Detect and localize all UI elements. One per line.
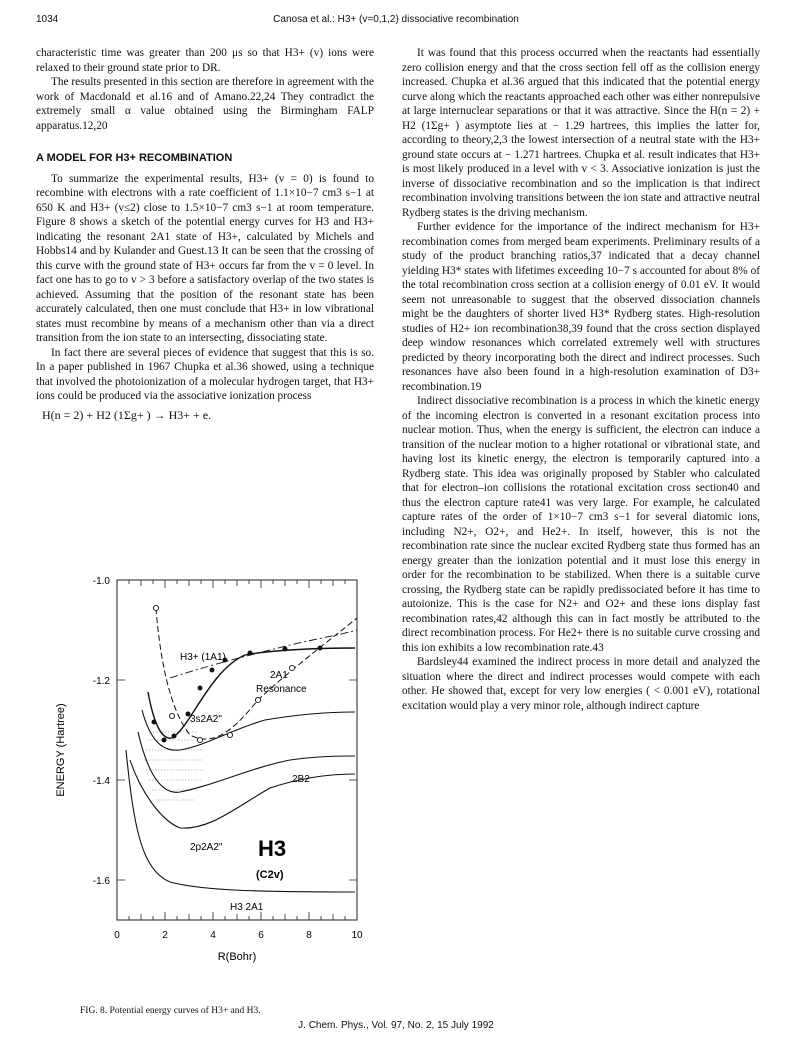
vibrational-levels <box>144 732 204 800</box>
page-number: 1034 <box>36 14 59 25</box>
paragraph: The results presented in this section are therefore in agreement with the work of Macdonald et al.16 and of Amano.22,24 They contradict the extremely small α value obtained using the Birmingham FALP apparatus.12,20 <box>36 76 374 132</box>
2b2-label: 2B2 <box>292 774 310 785</box>
section-heading: A MODEL FOR H3+ RECOMBINATION <box>36 152 233 164</box>
resonance-label: Resonance <box>256 684 307 695</box>
y-tick-label: -1.6 <box>92 876 110 887</box>
running-title: Canosa et al.: H3+ (v=0,1,2) dissociative recombination <box>273 14 519 25</box>
y-tick-label: -1.2 <box>92 676 110 687</box>
paragraph: characteristic time was greater than 200 μs so that H3+ (v) ions were relaxed to their ground state prior to DR. <box>36 47 374 74</box>
x-axis-label: R(Bohr) <box>217 951 257 963</box>
x-tick-label: 8 <box>306 930 312 941</box>
2p-curve <box>130 760 355 828</box>
paragraph: Bardsley44 examined the indirect process in more detail and analyzed the situation where the direct and indirect processes would compete with each other. He showed that, except for very low energies ( < 0.001 eV), rotational excitation would play a very minor role, although indirect capture <box>402 656 760 712</box>
y-tick-label: -1.0 <box>92 576 110 587</box>
paragraph: To summarize the experimental results, H3+ (v = 0) is found to recombine with electrons with a rate coefficient of 1.1×10−7 cm3 s−1 at 650 K and H3+ (v≤2) close to 1.5×10−7 cm3 s−1 at room temperature. Figure 8 shows a sketch of the potential energy curves for H3 and H3+ indicating the resonant 2A1 state of H3+, calculated by Michels and Hobbs14 and by Kulander and Guest.13 It can be seen that the crossing of this curve with the ground state of H3+ occurs far from the v = 0 level. In fact one has to go to v > 3 before a satisfactory overlap of the two states is achieved. Assuming that the position of the resonant state has been accurately calculated, then one must conclude that H3+ in low vibrational states must recombine by means of a mechanism other than via a direct transition from the ion state to an intersecting, dissociating state. <box>36 172 374 344</box>
right-column <box>402 46 760 713</box>
x-tick-label: 0 <box>114 930 120 941</box>
y-axis-label: ENERGY (Hartree) <box>55 703 67 797</box>
equation: H(n = 2) + H2 (1Σg+ ) → H3+ + e. <box>42 407 212 422</box>
2p-label: 2p2A2" <box>190 842 223 853</box>
page-header <box>36 14 756 30</box>
3s-label: 3s2A2" <box>190 714 222 725</box>
left-column <box>36 46 374 422</box>
paragraph: It was found that this process occurred when the reactants had essentially zero collision energy and that the cross section fell off as the collision energy increased. Chupka et al.36 argued that this indicated that the potential energy curve along which the reactants approached each other was either nonrepulsive at large internuclear separations or that it was attractive. Since the H(n = 2) + H2 (1Σg+ ) asymptote lies at − 1.29 hartrees, this implies the latter for, according to theory,2,3 the lowest intersection of a neutral state with the H3+ ground state occurs at − 1.271 hartrees. Chupka et al. result indicates that H3+ is most likely produced in a level with v < 3. Associative ionization is just the inverse of dissociative recombination and so the implication is that indirect recombination involving transitions between the ion state and attractive neutral Rydberg states is the driving mechanism. <box>402 47 760 219</box>
potential-energy-figure <box>30 560 380 1030</box>
x-tick-label: 6 <box>258 930 264 941</box>
paragraph: Indirect dissociative recombination is a process in which the kinetic energy of the incoming electron is converted in a resonant excitation process into nuclear motion. Thus, when the energy is sufficient, the electron can induce a transition of the nuclear motion to a higher rotational or vibrational state, and having lost its kinetic energy, the electron is temporarily captured into a Rydberg state. This idea was originally proposed by Stabler who calculated that for electron–ion collisions the rotational excitation cross section40 and thus the electron capture rate41 was very large. For example, he calculated capture rates of the order of 1×10−7 cm3 s−1 for several diatomic ions, including N2+, O2+, and He2+. In itself, however, this is not the recombination rate since the nuclear excited Rydberg state thus formed has an energy greater than the ionization potential and it must lose this energy in order for the recombination to be stabilized. When there is a suitable curve crossing, the Rydberg state can be rapidly predissociated before it has time to autoionize. This is the case for N2+ and O2+ and these ions display fast recombination rates,42 although this can in fact mostly be attributed to the direct recombination process. For He2+ there is no suitable curve crossing and this ion exhibits a low recombination rate.43 <box>402 395 760 654</box>
ground-state-curve <box>126 750 355 892</box>
x-tick-label: 2 <box>162 930 168 941</box>
page-footer: J. Chem. Phys., Vol. 97, No. 2, 15 July 1992 <box>298 1020 494 1031</box>
paragraph: In fact there are several pieces of evidence that suggest that this is so. In a paper published in 1967 Chupka et al.36 showed, using a technique that involved the photoionization of a molecular hydrogen target, that H3+ ions could be produced via the associative ionization process <box>36 346 374 402</box>
x-tick-label: 10 <box>351 930 363 941</box>
x-tick-label: 4 <box>210 930 216 941</box>
molecule-label: H3 <box>258 836 287 861</box>
symmetry-label: (C2v) <box>256 869 284 881</box>
ground-state-label: H3 2A1 <box>230 902 264 913</box>
y-tick-label: -1.4 <box>92 776 110 787</box>
resonance-curve <box>156 608 357 739</box>
figure-caption: FIG. 8. Potential energy curves of H3+ and H3. <box>80 1006 261 1016</box>
resonance-label: 2A1 <box>270 670 288 681</box>
paragraph: Further evidence for the importance of the indirect mechanism for H3+ recombination comes from merged beam experiments. Preliminary results of a study of the product branching ratios,37 indicated that a decay channel yielding H3* states with lifetimes exceeding 10−7 s accounted for about 8% of the total recombination cross section at a collision energy of 0.01 eV. It would seem not unreasonable to suggest that the observed dissociation channels might be the daughters of shorter lived H3* Rydberg states. High-resolution studies of H2+ ion recombination38,39 found that the cross section displayed deep window resonances which correlated extremely well with structures predicted by theory incorporating both the direct and indirect processes. Such resonances have also been found in a high-resolution examination of D3+ recombination.19 <box>402 221 760 393</box>
ion-curve-label: H3+ (1A1) <box>180 652 226 663</box>
2b2-curve <box>138 732 355 792</box>
